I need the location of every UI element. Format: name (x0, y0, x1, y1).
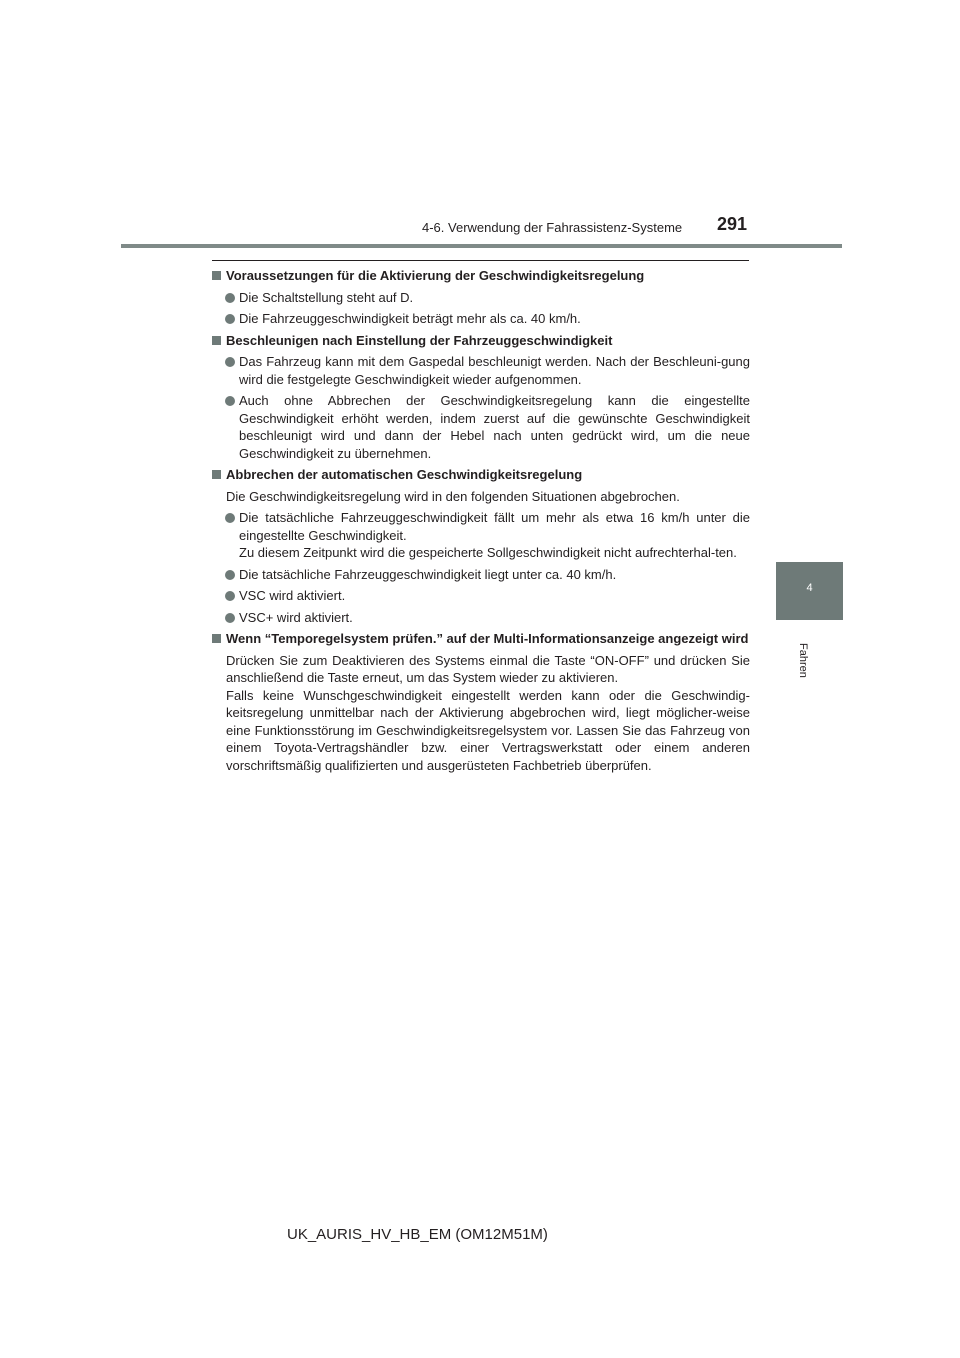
list-item: Die tatsächliche Fahrzeuggeschwindigkeit liegt unter ca. 40 km/h. (212, 566, 750, 584)
chapter-tab (776, 562, 843, 620)
list-item: Auch ohne Abbrechen der Geschwindigkeitsregelung kann die eingestellte Geschwindigkeit erhöht werden, indem zuerst auf die gewünschte Geschwindigkeit beschleunigt wird und dann der Hebel nach unten gedrückt wird, um die neue Geschwindigkeit zu übernehmen. (212, 392, 750, 462)
list-item-note: Zu diesem Zeitpunkt wird die gespeicherte Sollgeschwindigkeit nicht aufrechterhal-ten. (239, 545, 737, 560)
section-heading: Beschleunigen nach Einstellung der Fahrzeuggeschwindigkeit (212, 332, 750, 350)
circle-bullet-icon (225, 396, 235, 406)
section-divider (212, 260, 749, 261)
section-heading: Voraussetzungen für die Aktivierung der Geschwindigkeitsregelung (212, 267, 750, 285)
chapter-tab-number: 4 (806, 582, 813, 594)
header-section-title: 4-6. Verwendung der Fahrassistenz-Systeme (422, 220, 683, 235)
list-item: Die Fahrzeuggeschwindigkeit beträgt mehr als ca. 40 km/h. (212, 310, 750, 328)
list-item: Die Schaltstellung steht auf D. (212, 289, 750, 307)
page-number: 291 (717, 214, 748, 234)
list-item: VSC wird aktiviert. (212, 587, 750, 605)
chapter-tab-label: Fahren (797, 643, 809, 678)
footer-document-code: UK_AURIS_HV_HB_EM (OM12M51M) (287, 1226, 548, 1243)
square-bullet-icon (212, 470, 221, 479)
section-heading: Wenn “Temporegelsystem prüfen.” auf der Multi-Informationsanzeige angezeigt wird (212, 630, 750, 648)
circle-bullet-icon (225, 613, 235, 623)
square-bullet-icon (212, 336, 221, 345)
section-heading: Abbrechen der automatischen Geschwindigkeitsregelung (212, 466, 750, 484)
square-bullet-icon (212, 634, 221, 643)
list-item: Die tatsächliche Fahrzeuggeschwindigkeit fällt um mehr als etwa 16 km/h unter die eingestellte Geschwindigkeit. Zu diesem Zeitpunkt wird die gespeicherte Sollgeschwindigkeit nicht aufrechterhal-ten. (212, 509, 750, 562)
list-item: Das Fahrzeug kann mit dem Gaspedal beschleunigt werden. Nach der Beschleuni-gung wird die festgelegte Geschwindigkeit wieder aufgenommen. (212, 353, 750, 388)
circle-bullet-icon (225, 314, 235, 324)
circle-bullet-icon (225, 293, 235, 303)
circle-bullet-icon (225, 513, 235, 523)
header-divider (121, 244, 842, 248)
circle-bullet-icon (225, 570, 235, 580)
list-item: VSC+ wird aktiviert. (212, 609, 750, 627)
page-content (212, 267, 750, 778)
paragraph: Die Geschwindigkeitsregelung wird in den folgenden Situationen abgebrochen. (226, 488, 680, 504)
square-bullet-icon (212, 271, 221, 280)
circle-bullet-icon (225, 357, 235, 367)
paragraph: Drücken Sie zum Deaktivieren des Systems einmal die Taste “ON-OFF” und drücken Sie anschließend die Taste erneut, um das System wieder zu aktivieren. Falls keine Wunschgeschwindigkeit eingestellt werden kann oder die Geschwindig-keitsregelung unmittelbar nach der Aktivierung abgebrochen wird, liegt möglicher-weise eine Funktionsstörung im Geschwindigkeitsregelsystem vor. Lassen Sie das Fahrzeug von einem Toyota-Vertragshändler bzw. einer Vertragswerkstatt oder einem anderen vorschriftsmäßig qualifizierten und ausgerüsteten Fachbetrieb überprüfen. (226, 652, 750, 773)
circle-bullet-icon (225, 591, 235, 601)
